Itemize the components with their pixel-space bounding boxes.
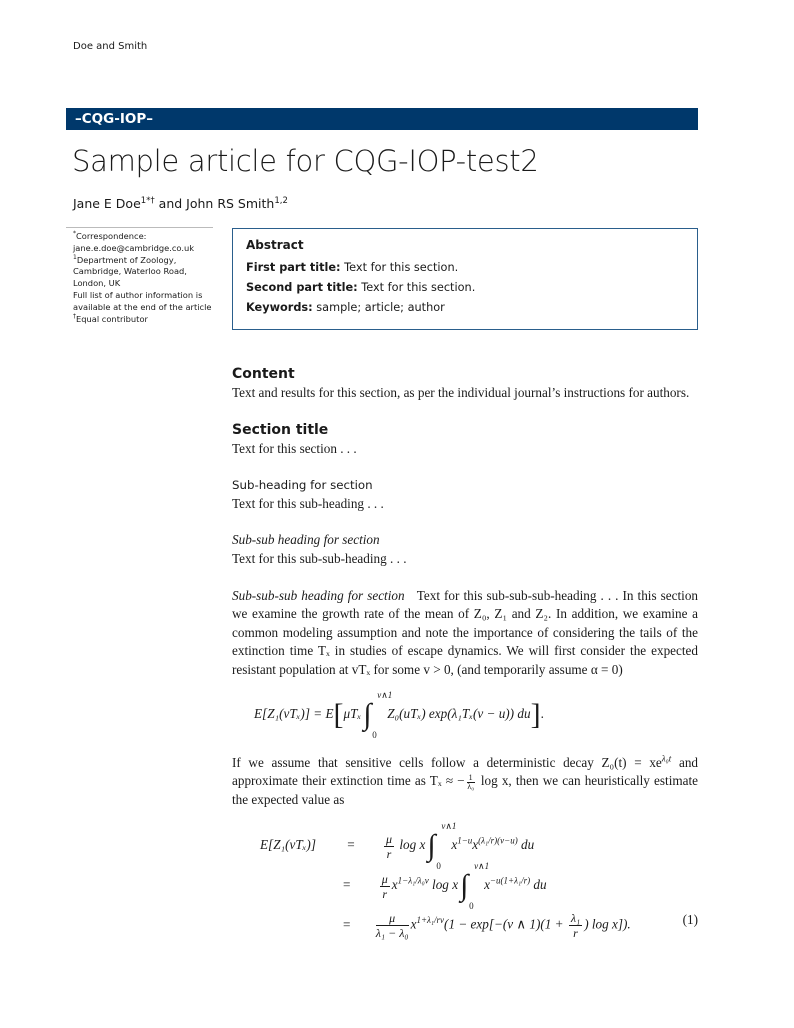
equation-term: du	[530, 877, 547, 893]
equation-term: x	[410, 916, 417, 932]
subsection-heading: Sub-heading for section	[232, 478, 373, 493]
paragraph	[232, 587, 698, 680]
note-mark: 1	[73, 253, 77, 261]
superscript: (λ₁/r)(v−u)	[478, 835, 518, 846]
equation-row	[343, 911, 698, 940]
equation-term: Z₀(uTₓ) exp(λ₁Tₓ(v − u)) du	[387, 705, 531, 721]
equation-display	[232, 680, 698, 746]
equation-term: log x	[428, 877, 459, 893]
keywords-text: sample; article; author	[312, 301, 445, 314]
abstract-label: First part title:	[246, 261, 341, 274]
author-marks: 1,2	[274, 195, 288, 206]
equation-term: x	[451, 837, 458, 853]
article-title: Sample article for CQG-IOP-test2	[72, 144, 539, 178]
main-column	[232, 365, 698, 953]
running-head: Doe and Smith	[73, 41, 148, 52]
equation-punctuation: .	[540, 705, 544, 721]
abstract-text: Text for this section.	[357, 281, 476, 294]
author-marks: 1*†	[140, 195, 155, 206]
equation-term: x	[484, 877, 490, 893]
integral-upper-limit: v∧1	[441, 821, 457, 832]
superscript: −u(1+λ₁/r)	[489, 875, 531, 886]
paragraph: Text for this section . . .	[232, 440, 357, 456]
integral-upper-limit: v∧1	[474, 861, 490, 872]
fraction-denominator: r	[573, 926, 578, 941]
subsubsection-heading: Sub-sub heading for section	[232, 532, 380, 548]
equation-term: ) log x]).	[584, 916, 631, 932]
correspondence-label: Correspondence:	[76, 231, 147, 241]
equation-term: (1 − exp[−(v ∧ 1)(1 +	[444, 916, 567, 932]
fraction-numerator: μ	[381, 871, 388, 886]
fraction-denominator: λ₀	[467, 781, 474, 791]
paragraph	[232, 754, 698, 810]
fraction-numerator: μ	[386, 831, 393, 846]
abstract-box	[232, 228, 698, 330]
equation-array	[232, 823, 698, 953]
author-name: Jane E Doe	[73, 196, 141, 211]
abstract-label: Second part title:	[246, 281, 358, 294]
keywords-label: Keywords:	[246, 301, 313, 314]
author-notes	[66, 227, 213, 325]
equation-relation: =	[347, 837, 355, 853]
superscript: 1−u	[457, 835, 473, 846]
equation-term: du	[517, 837, 535, 853]
equation-row	[260, 821, 535, 872]
bracket: [	[333, 697, 344, 731]
integral-icon: ∫ v∧1 0	[363, 689, 393, 740]
equation-term: x	[391, 877, 398, 893]
fraction-numerator: λ₁	[570, 911, 581, 926]
paragraph-text: If we assume that sensitive cells follow a deterministic decay Z₀(t) = xe	[232, 754, 662, 770]
paragraph-text: and approximate their extinction time as Tₓ ≈ −	[232, 754, 699, 789]
fraction-numerator: μ	[376, 911, 409, 926]
full-author-info-note: Full list of author information is available at the end of the article	[73, 289, 212, 312]
equation-term: x	[472, 837, 479, 853]
paragraph-text: log x, then we can heuristically estimate the expected value as	[232, 773, 698, 807]
integral-lower-limit: 0	[436, 861, 441, 872]
equation-term: μTₓ	[343, 705, 362, 721]
integral-lower-limit: 0	[372, 729, 377, 740]
section-heading: Content	[232, 366, 295, 382]
abstract-heading: Abstract	[246, 238, 304, 252]
author-name: John RS Smith	[186, 196, 275, 211]
fraction-denominator: r	[382, 886, 388, 901]
subsubsubsection-heading: Sub-sub-sub heading for section	[232, 587, 405, 603]
note-mark: *	[73, 230, 76, 238]
fraction-denominator: r	[386, 846, 392, 861]
paragraph: Text for this sub-heading . . .	[232, 495, 384, 511]
equation-relation: =	[343, 916, 351, 932]
equation-lhs: E[Z₁(vTₓ)]	[260, 837, 316, 853]
equation-term: log x	[396, 837, 426, 853]
correspondence-email[interactable]: jane.e.doe@cambridge.co.uk	[73, 242, 195, 253]
equation-number: (1)	[682, 912, 698, 928]
bracket: ]	[530, 697, 541, 731]
paragraph: Text for this sub-sub-heading . . .	[232, 550, 407, 566]
integral-upper-limit: v∧1	[377, 689, 393, 700]
integral-lower-limit: 0	[469, 901, 474, 912]
paragraph-text: Text for this sub-sub-sub-heading . . . In this section we examine the growth rate of the mean of Z₀, Z₁ and Z₂. In addition, we examine a common modeling assumption and note the importance of considering the tails of the extinction time Tₓ in studies of escape dynamics. We will first consider the expected resistant population at vTₓ for some v > 0, (and temporarily assume α = 0)	[232, 587, 699, 677]
equation-lhs: E[Z₁(vTₓ)] = E	[254, 705, 334, 721]
abstract-text: Text for this section.	[340, 261, 459, 274]
superscript: 1−λ₁/λ₀v	[397, 875, 429, 886]
integral-icon: ∫ v∧1 0	[460, 861, 490, 912]
equation-row	[343, 861, 547, 912]
author-list	[73, 196, 288, 211]
author-conjunction: and	[154, 196, 187, 211]
paragraph: Text and results for this section, as per the individual journal’s instructions for authors.	[232, 385, 690, 400]
superscript: 1+λ₁/rv	[416, 915, 445, 926]
equal-contributor-note: Equal contributor	[76, 313, 148, 324]
equation-relation: =	[343, 877, 351, 893]
superscript: λ₀t	[661, 753, 672, 764]
fraction-numerator: 1	[468, 772, 473, 782]
note-mark: †	[73, 312, 76, 320]
fraction-denominator: λ₁ − λ₀	[375, 926, 409, 941]
journal-banner: –CQG-IOP–	[66, 108, 698, 130]
integral-icon: ∫ v∧1 0	[427, 821, 457, 872]
section-heading: Section title	[232, 421, 329, 438]
affiliation: Department of Zoology, Cambridge, Waterloo Road, London, UK	[73, 254, 187, 289]
